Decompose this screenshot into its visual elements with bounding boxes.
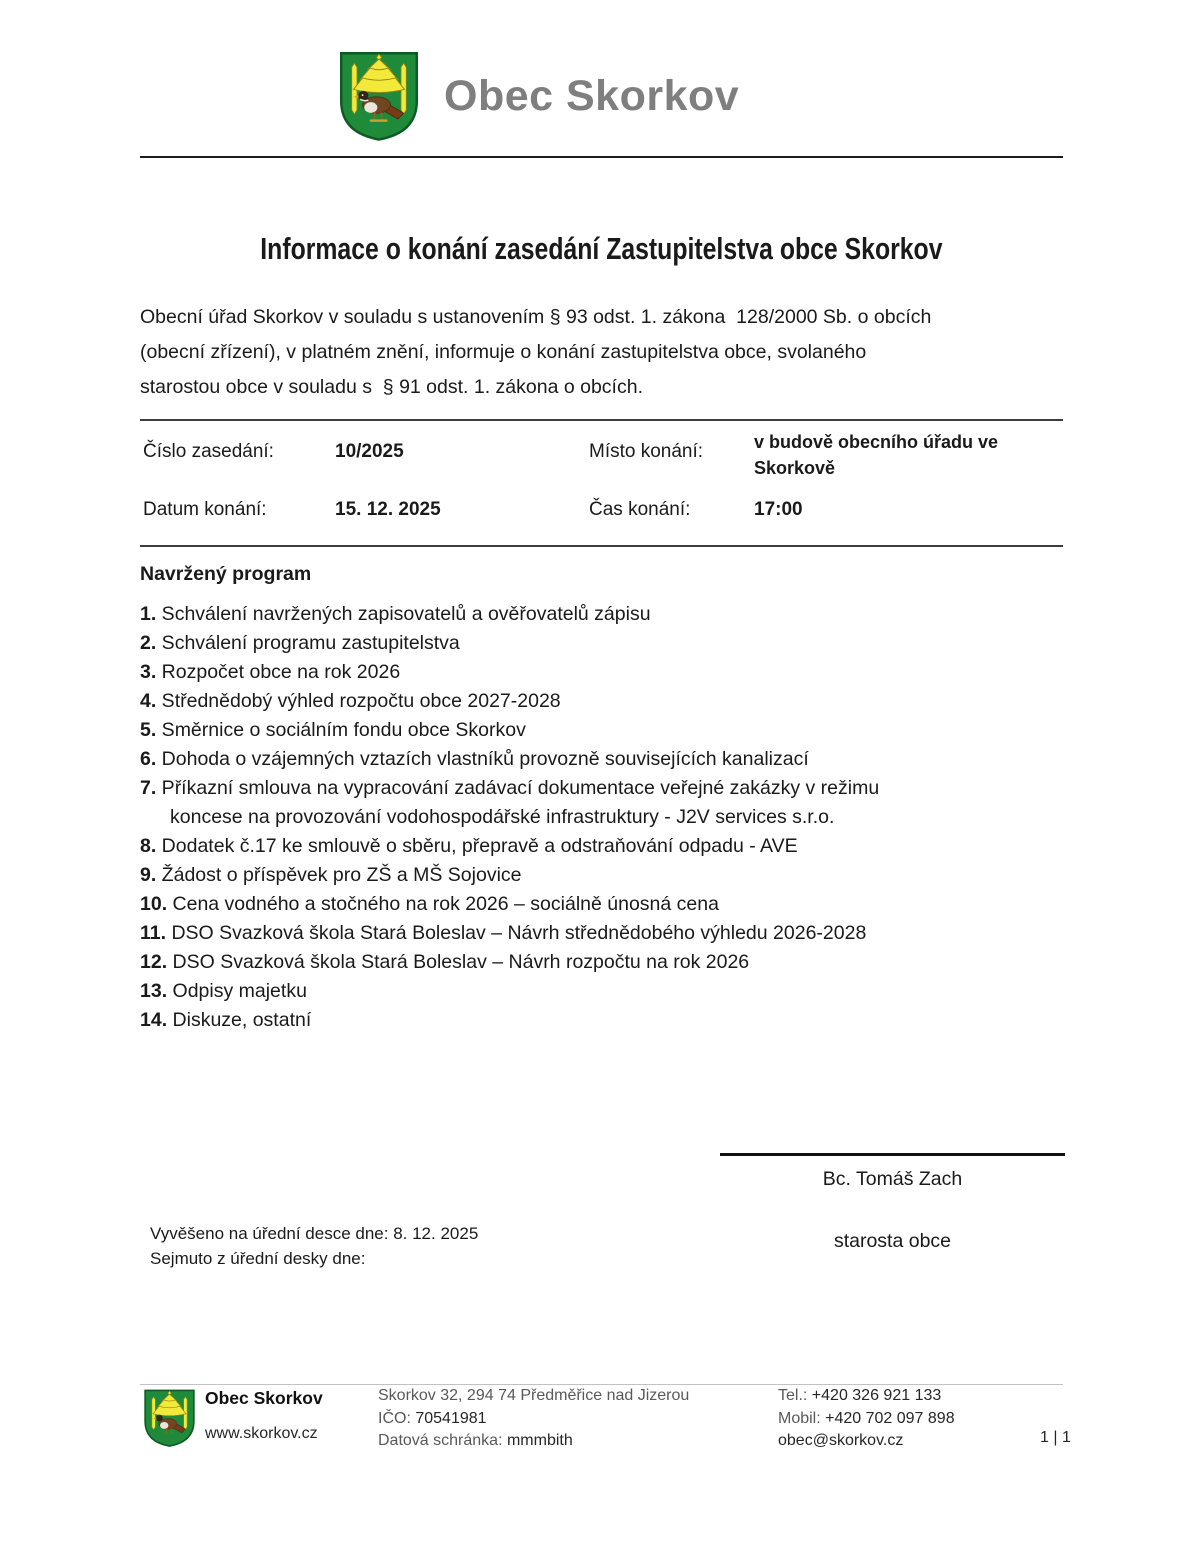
program-item bbox=[140, 977, 1068, 1006]
footer-website: www.skorkov.cz bbox=[205, 1425, 318, 1442]
posted-on-line: Vyvěšeno na úřední desce dne: 8. 12. 2025 bbox=[150, 1224, 479, 1243]
ico-label: IČO: bbox=[378, 1409, 416, 1427]
program-item-text: Schválení navržených zapisovatelů a ověřovatelů zápisu bbox=[156, 603, 651, 625]
intro-line: Obecní úřad Skorkov v souladu s ustanovením § 93 odst. 1. zákona 128/2000 Sb. o obcích bbox=[140, 306, 932, 328]
program-item-number: 11. bbox=[140, 922, 167, 944]
program-item-number: 14. bbox=[140, 1009, 168, 1031]
program-item-text: Žádost o příspěvek pro ZŠ a MŠ Sojovice bbox=[156, 864, 522, 886]
program-item bbox=[140, 919, 1068, 948]
program-item bbox=[140, 687, 1068, 716]
program-item bbox=[140, 861, 1068, 890]
time-label: Čas konání: bbox=[589, 499, 691, 520]
program-item-text: Schválení programu zastupitelstva bbox=[156, 632, 460, 654]
program-item-text: Cena vodného a stočného na rok 2026 – sociálně únosná cena bbox=[167, 893, 719, 915]
session-number-label: Číslo zasedání: bbox=[143, 441, 274, 462]
program-item-text: Dodatek č.17 ke smlouvě o sběru, přepravě a odstraňování odpadu - AVE bbox=[156, 835, 798, 857]
footer-databox-line bbox=[378, 1430, 689, 1453]
venue-value: v budově obecního úřadu ve Skorkově bbox=[754, 432, 999, 478]
signature-line bbox=[720, 1153, 1065, 1156]
program-item-text: Směrnice o sociálním fondu obce Skorkov bbox=[156, 719, 526, 741]
program-item-number: 1. bbox=[140, 603, 157, 625]
signatory-name: Bc. Tomáš Zach bbox=[822, 1168, 963, 1190]
program-item-number: 12. bbox=[140, 951, 168, 973]
page-title: Informace o konání zasedání Zastupitelstva obce Skorkov bbox=[260, 231, 943, 266]
program-item-text: Dohoda o vzájemných vztazích vlastníků provozně souvisejících kanalizací bbox=[156, 748, 809, 770]
municipal-crest-icon bbox=[332, 50, 426, 142]
program-item-text: DSO Svazková škola Stará Boleslav – Návrh rozpočtu na rok 2026 bbox=[167, 951, 750, 973]
signatory-role: starosta obce bbox=[833, 1230, 952, 1252]
tel-label: Tel.: bbox=[778, 1387, 812, 1404]
program-item-text: DSO Svazková škola Stará Boleslav – Návrh střednědobého výhledu 2026-2028 bbox=[166, 922, 867, 944]
intro-line: (obecní zřízení), v platném znění, informuje o konání zastupitelstva obce, svolaného bbox=[140, 341, 867, 363]
meeting-row-1 bbox=[140, 429, 1063, 481]
time-value: 17:00 bbox=[754, 499, 803, 520]
program-item-number: 3. bbox=[140, 661, 157, 683]
page-number: 1 | 1 bbox=[1040, 1429, 1071, 1446]
program-heading: Navržený program bbox=[140, 563, 312, 585]
footer-address: Skorkov 32, 294 74 Předměřice nad Jizerou bbox=[378, 1387, 690, 1404]
program-item-number: 10. bbox=[140, 893, 168, 915]
program-item-number: 5. bbox=[140, 719, 157, 741]
mobil-label: Mobil: bbox=[778, 1409, 826, 1427]
footer-org-name: Obec Skorkov bbox=[205, 1388, 323, 1408]
tel-value: +420 326 921 133 bbox=[811, 1387, 942, 1404]
program-item bbox=[140, 658, 1068, 687]
program-item bbox=[140, 600, 1068, 629]
footer-right-block bbox=[778, 1385, 955, 1453]
footer-email: obec@skorkov.cz bbox=[778, 1432, 904, 1449]
program-item bbox=[140, 716, 1068, 745]
meeting-info-table bbox=[140, 419, 1063, 547]
footer-tel-line bbox=[778, 1385, 955, 1408]
program-item-number: 4. bbox=[140, 690, 157, 712]
posting-dates-block bbox=[150, 1221, 478, 1271]
program-item bbox=[140, 948, 1068, 977]
program-item bbox=[140, 832, 1068, 861]
program-item bbox=[140, 745, 1068, 774]
footer-middle-block bbox=[378, 1385, 689, 1453]
databox-label: Datová schránka: bbox=[378, 1432, 507, 1449]
program-list bbox=[140, 600, 1068, 1035]
header-org-name: Obec Skorkov bbox=[444, 71, 740, 120]
program-section bbox=[140, 562, 1068, 1035]
mobil-value: +420 702 097 898 bbox=[825, 1409, 955, 1427]
program-item-text: Příkazní smlouva na vypracování zadávací dokumentace veřejné zakázky v režimu bbox=[156, 777, 880, 799]
program-item bbox=[140, 1006, 1068, 1035]
program-item-number: 2. bbox=[140, 632, 157, 654]
program-item bbox=[140, 774, 1068, 832]
footer-ico-line bbox=[378, 1408, 689, 1431]
session-number-value: 10/2025 bbox=[335, 441, 404, 462]
program-item bbox=[140, 890, 1068, 919]
program-item-text: Odpisy majetku bbox=[167, 980, 307, 1002]
intro-line: starostou obce v souladu s § 91 odst. 1. zákona o obcích. bbox=[140, 376, 643, 398]
signature-block bbox=[720, 1153, 1065, 1253]
intro-paragraph bbox=[140, 300, 1068, 405]
meeting-row-2 bbox=[140, 499, 1063, 521]
program-item-text: koncese na provozování vodohospodářské infrastruktury - J2V services s.r.o. bbox=[170, 806, 835, 828]
footer-mobil-line bbox=[778, 1408, 955, 1431]
program-item-text: Střednědobý výhled rozpočtu obce 2027-2028 bbox=[156, 690, 561, 712]
program-item-number: 8. bbox=[140, 835, 157, 857]
date-value: 15. 12. 2025 bbox=[335, 499, 441, 520]
header-divider bbox=[140, 156, 1063, 158]
program-item-text: Diskuze, ostatní bbox=[167, 1009, 312, 1031]
venue-label: Místo konání: bbox=[589, 441, 704, 462]
program-item-number: 6. bbox=[140, 748, 157, 770]
ico-value: 70541981 bbox=[415, 1409, 487, 1427]
databox-value: mmmbith bbox=[506, 1432, 573, 1449]
removed-on-line: Sejmuto z úřední desky dne: bbox=[150, 1249, 366, 1268]
program-item bbox=[140, 629, 1068, 658]
program-item-number: 9. bbox=[140, 864, 157, 886]
program-item-number: 13. bbox=[140, 980, 168, 1002]
program-item-text: Rozpočet obce na rok 2026 bbox=[156, 661, 401, 683]
program-item-number: 7. bbox=[140, 777, 157, 799]
date-label: Datum konání: bbox=[143, 499, 267, 520]
document-header bbox=[332, 50, 739, 142]
footer-crest-icon bbox=[143, 1388, 196, 1448]
footer-left-block bbox=[205, 1388, 323, 1443]
